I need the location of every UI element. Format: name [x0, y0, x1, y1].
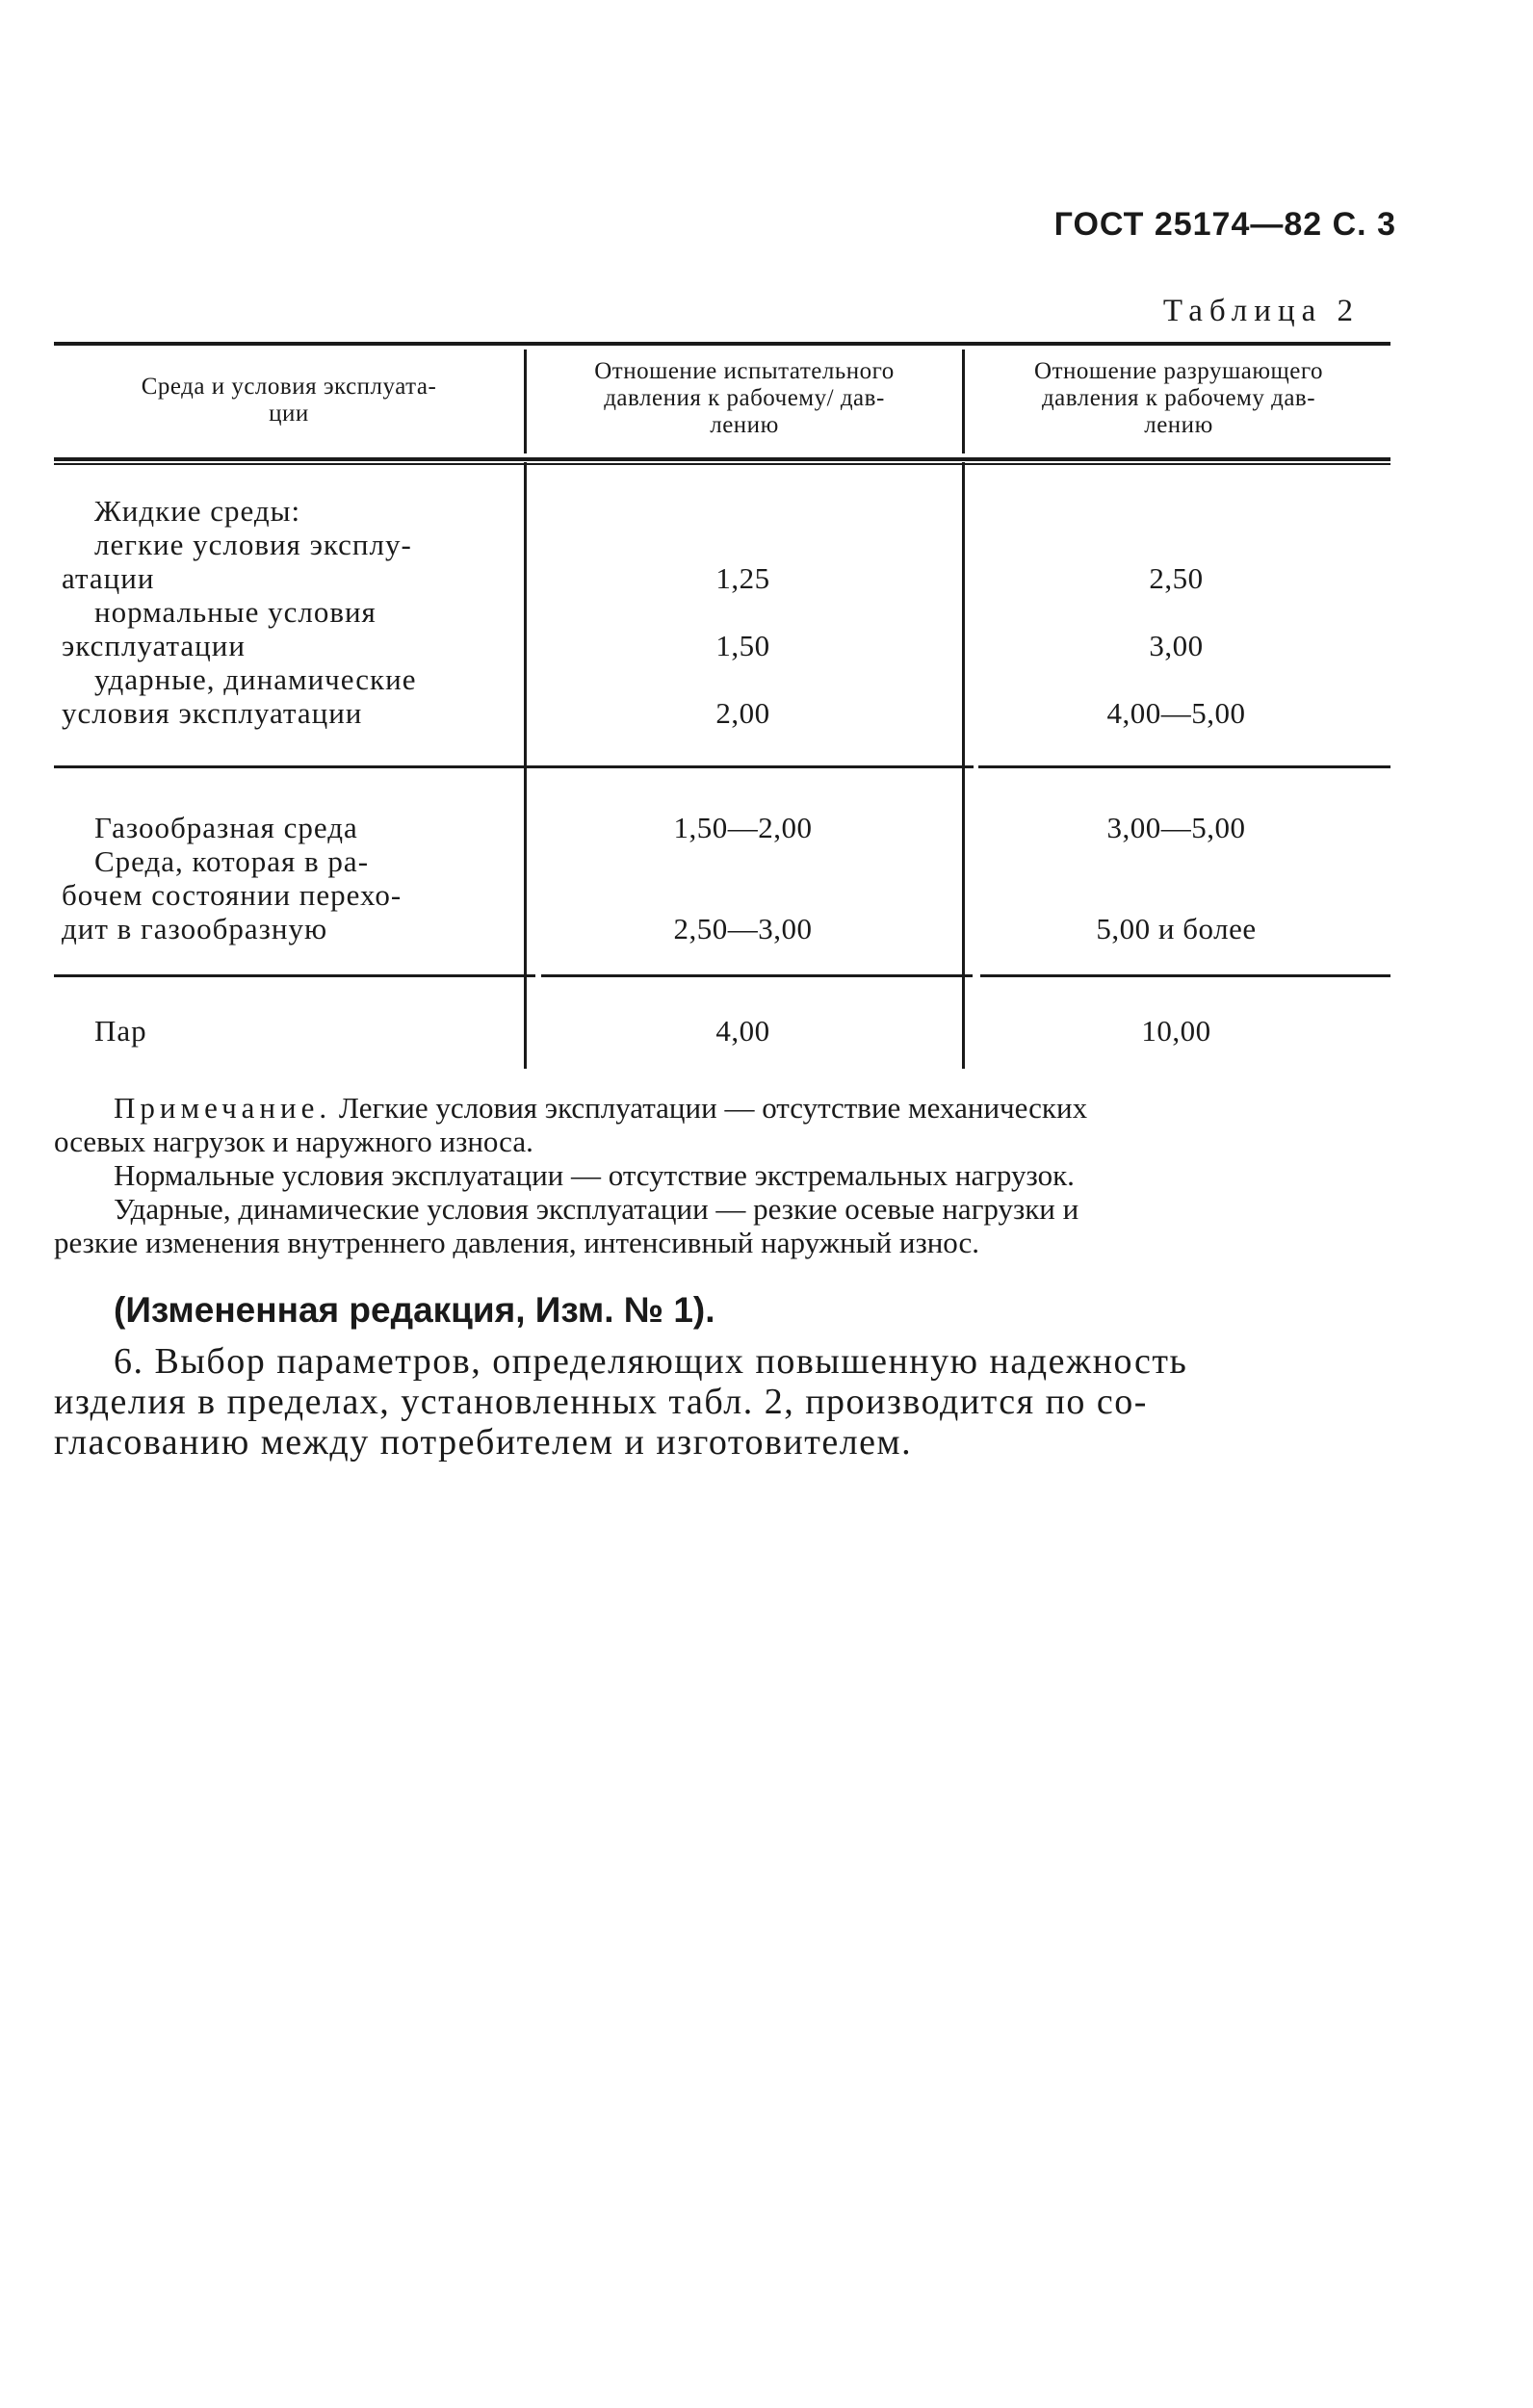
amendment-note: (Измененная редакция, Изм. № 1). [114, 1290, 715, 1330]
table-header-rule-2 [54, 463, 1390, 465]
row-steam-test: 4,00 [715, 1014, 770, 1048]
note-line-5: резкие изменения внутреннего давления, интенсивный наружный износ. [54, 1226, 980, 1259]
row-transit-label-2: бочем состоянии перехо- [62, 878, 403, 912]
row-liquid-light-label-1: легкие условия эксплу- [94, 528, 412, 561]
row-liquid-normal-label-1: нормальные условия [94, 595, 377, 629]
paragraph-6-line-2: изделия в пределах, установленных табл. 2, производится по со- [54, 1382, 1148, 1422]
row-liquid-light-label-2: атации [62, 561, 155, 595]
column-header-test-ratio: Отношение испытательного давления к рабочему/ дав- лению [594, 358, 895, 438]
column-divider-2 [962, 350, 965, 453]
table-2 [54, 342, 1390, 1069]
group-rule-1-col1 [54, 765, 535, 768]
group-rule-1-col3 [978, 765, 1390, 768]
column-divider-1 [524, 350, 527, 453]
row-liquid-normal-burst: 3,00 [1149, 629, 1204, 662]
paragraph-6 [54, 1341, 1394, 1463]
paragraph-6-line-1: 6. Выбор параметров, определяющих повышенную надежность [114, 1341, 1188, 1382]
row-transit-test: 2,50—3,00 [673, 912, 813, 945]
column-header-environment: Среда и условия эксплуата- ции [141, 374, 437, 427]
row-transit-label-3: дит в газообразную [62, 912, 328, 945]
row-liquid-light-burst: 2,50 [1149, 561, 1204, 595]
note-line-3: Нормальные условия эксплуатации — отсутствие экстремальных нагрузок. [114, 1158, 1075, 1192]
row-liquid-shock-label-2: условия эксплуатации [62, 696, 363, 730]
row-liquid-light-test: 1,25 [715, 561, 770, 595]
table-top-rule [54, 342, 1390, 346]
table-header-rule [54, 457, 1390, 461]
column-divider-1-body [524, 462, 527, 1069]
note-line-2: осевых нагрузок и наружного износа. [54, 1125, 533, 1158]
row-gas-burst: 3,00—5,00 [1106, 811, 1246, 844]
row-transit-label-1: Среда, которая в ра- [94, 844, 370, 878]
table-note [54, 1091, 1394, 1259]
page-header: ГОСТ 25174—82 С. 3 [1053, 206, 1396, 243]
row-liquid-normal-test: 1,50 [715, 629, 770, 662]
row-liquid-normal-label-2: эксплуатации [62, 629, 246, 662]
note-label: Примечание. [114, 1091, 332, 1125]
group-rule-2-col3 [980, 974, 1390, 977]
group-rule-2-col1 [54, 974, 535, 977]
column-header-burst-ratio: Отношение разрушающего давления к рабочему дав- лению [1034, 358, 1323, 438]
row-liquid-shock-test: 2,00 [715, 696, 770, 730]
group-rule-1-col2 [535, 765, 974, 768]
row-steam-label: Пар [94, 1014, 147, 1048]
row-transit-burst: 5,00 и более [1096, 912, 1257, 945]
row-gas-label: Газообразная среда [94, 811, 358, 844]
table-caption: Таблица 2 [1162, 294, 1360, 328]
paragraph-6-line-3: гласованию между потребителем и изготовителем. [54, 1422, 913, 1463]
note-line-1-text: Легкие условия эксплуатации — отсутствие механических [331, 1091, 1088, 1125]
row-liquid-title: Жидкие среды: [94, 494, 301, 528]
row-steam-burst: 10,00 [1141, 1014, 1211, 1048]
note-line-4: Ударные, динамические условия эксплуатации — резкие осевые нагрузки и [114, 1192, 1079, 1226]
note-line-1 [54, 1091, 1394, 1125]
row-liquid-shock-burst: 4,00—5,00 [1106, 696, 1246, 730]
group-rule-2-col2 [541, 974, 973, 977]
column-divider-2-body [962, 462, 965, 1069]
row-gas-test: 1,50—2,00 [673, 811, 813, 844]
row-liquid-shock-label-1: ударные, динамические [94, 662, 417, 696]
